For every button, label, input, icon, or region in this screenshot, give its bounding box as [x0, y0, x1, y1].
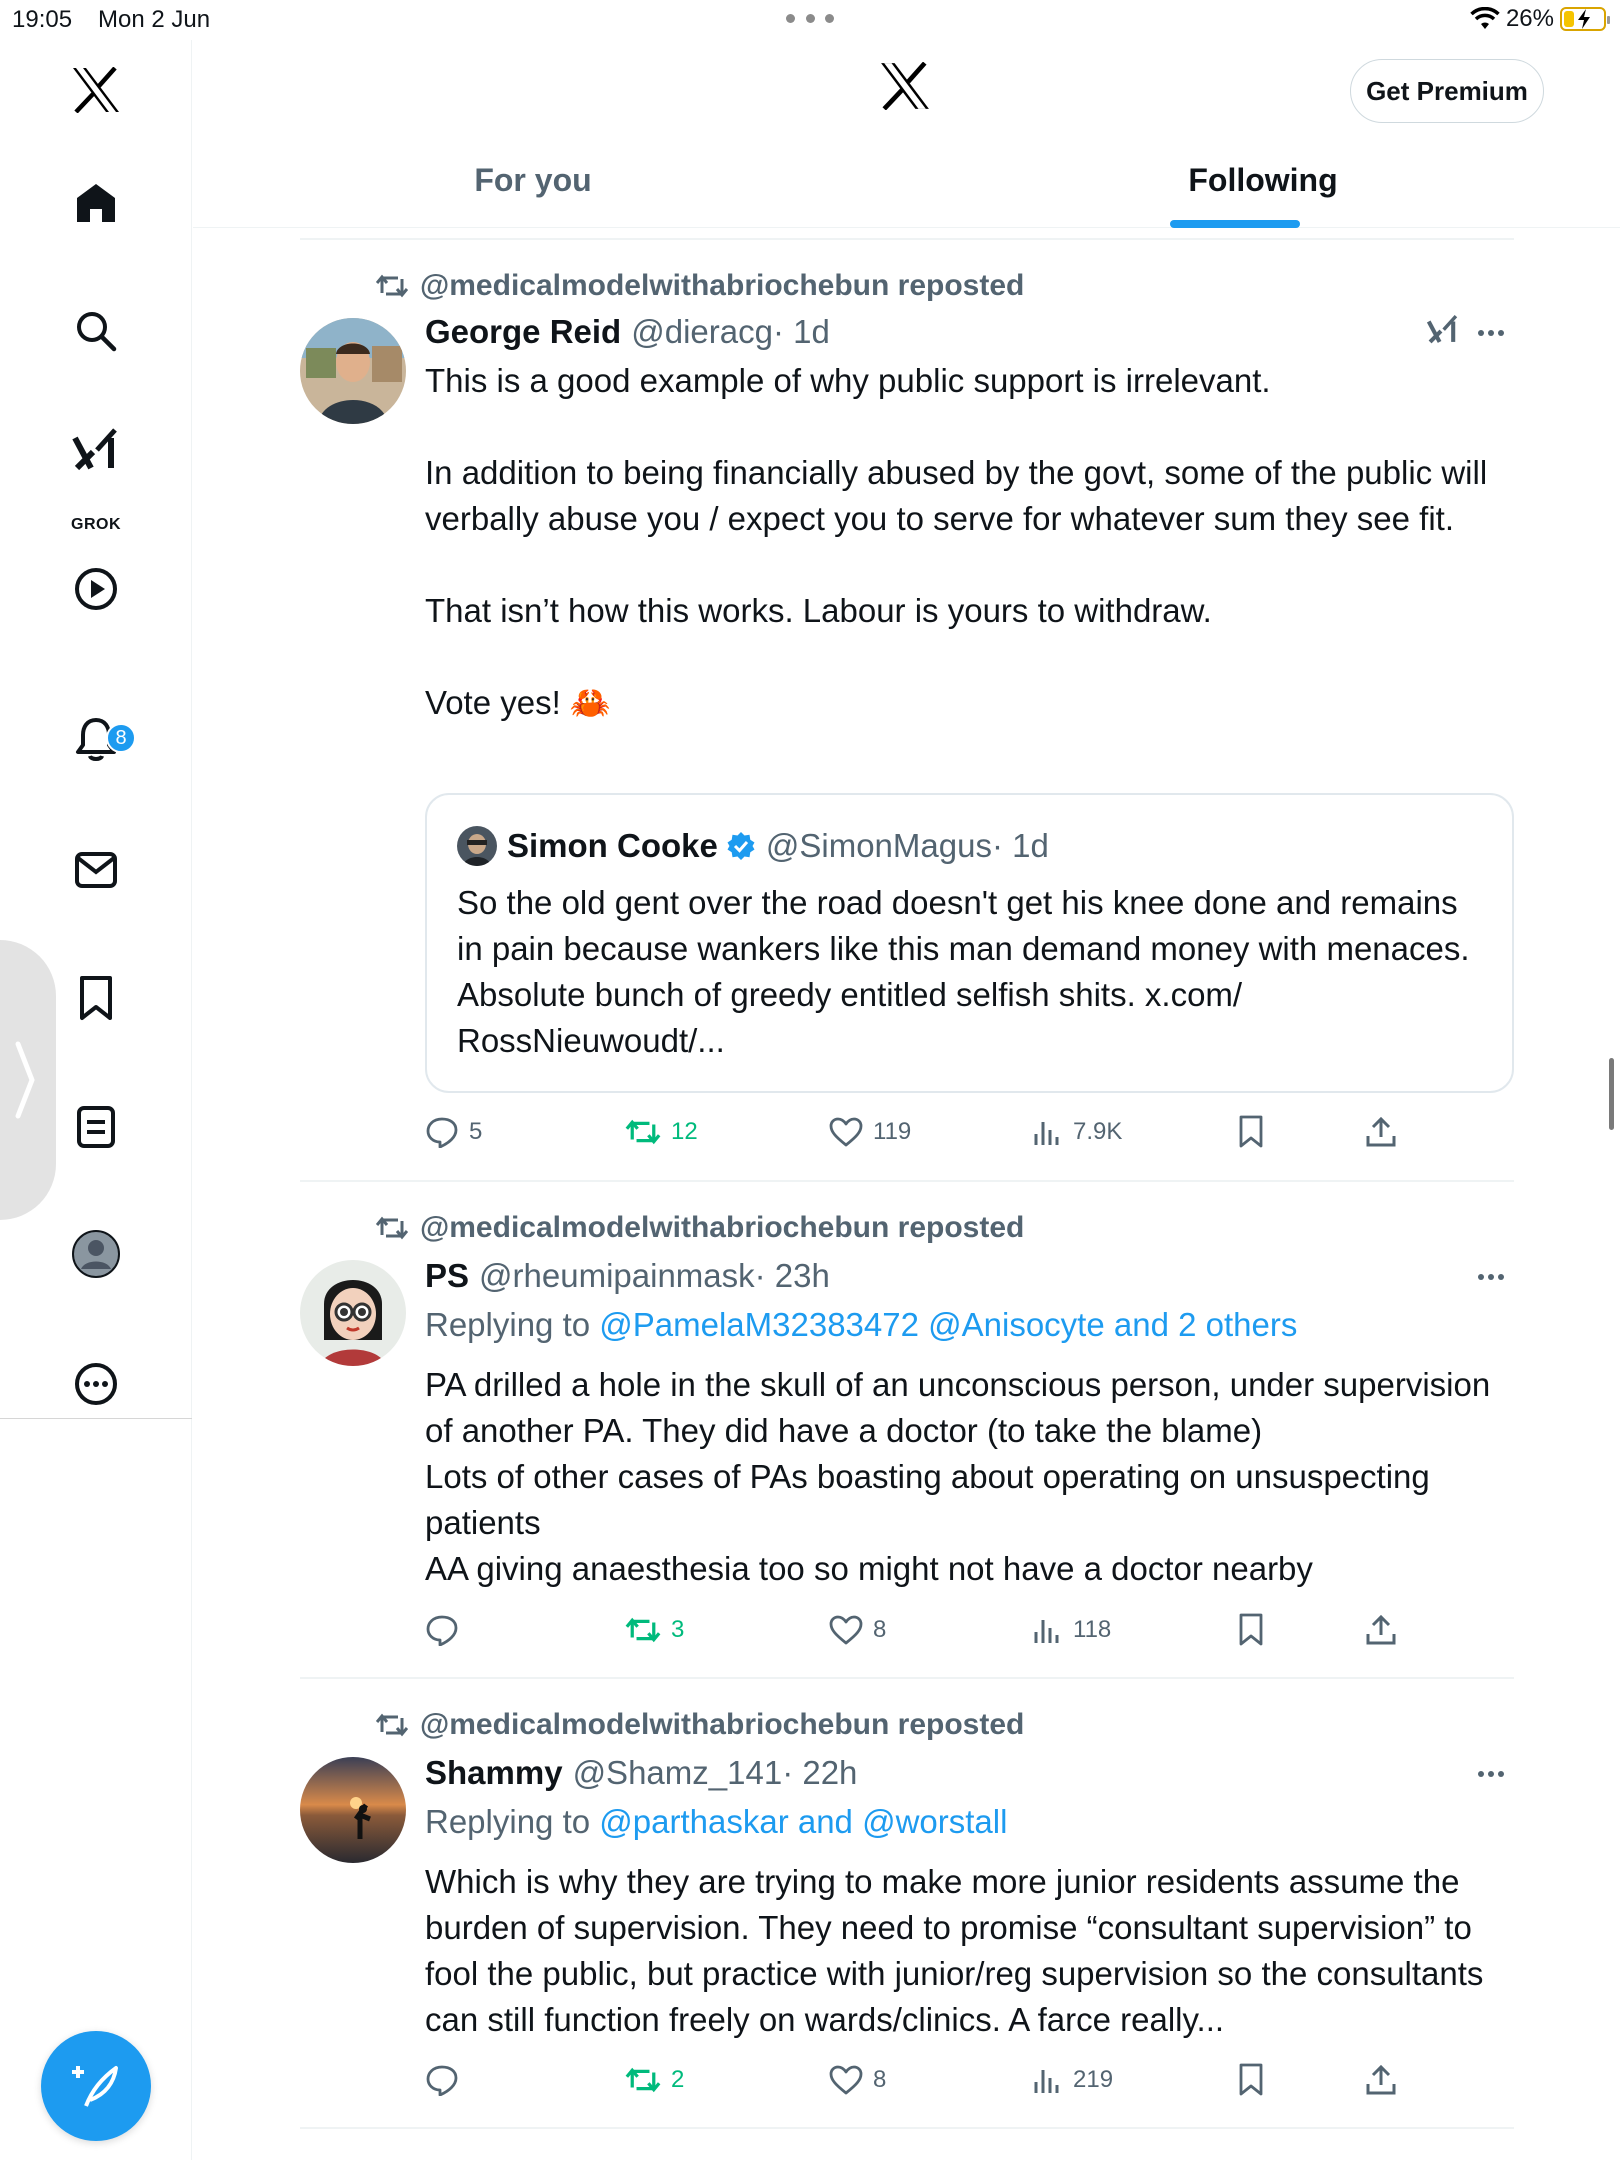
profile-icon[interactable]: [69, 1227, 123, 1281]
repost-indicator: [376, 1707, 1024, 1743]
home-icon[interactable]: [69, 176, 123, 230]
share-icon: [1365, 1614, 1397, 1646]
repost-count: 3: [671, 1616, 685, 1643]
avatar-shammy: [300, 1757, 406, 1863]
avatar-simon-cooke: [457, 826, 497, 866]
more-icon[interactable]: [69, 1357, 123, 1411]
replying-to-link[interactable]: @parthaskar and @worstall: [599, 1803, 1008, 1840]
verified-badge-icon: [726, 831, 756, 861]
heart-icon: [829, 1117, 863, 1147]
repost-icon: [376, 1712, 408, 1738]
lists-icon[interactable]: [69, 1100, 123, 1154]
x-logo[interactable]: [69, 63, 123, 117]
like-button[interactable]: [829, 2060, 886, 2100]
reply-button[interactable]: [425, 2060, 469, 2100]
bookmark-button[interactable]: [1237, 2060, 1265, 2100]
status-time: 19:05: [12, 6, 73, 33]
replying-to-link[interactable]: @PamelaM32383472 @Anisocyte and 2 others: [599, 1306, 1298, 1343]
grok-explain-button[interactable]: [1426, 312, 1460, 346]
x-logo-icon: [879, 62, 931, 110]
battery-icon: [1560, 7, 1606, 31]
avatar-ps: [300, 1260, 406, 1366]
post-time[interactable]: · 1d: [772, 313, 830, 350]
x-logo-icon: [71, 67, 121, 113]
post-actions: [425, 1610, 1425, 1650]
like-button[interactable]: [829, 1112, 911, 1152]
tab-following[interactable]: Following: [1188, 162, 1338, 198]
share-icon: [1365, 1116, 1397, 1148]
scrollbar[interactable]: [1609, 1058, 1614, 1130]
post-time[interactable]: · 23h: [754, 1257, 830, 1294]
views-icon: [1033, 1118, 1063, 1146]
view-count: 118: [1073, 1616, 1112, 1643]
battery-percent: 26%: [1505, 5, 1554, 32]
reply-button[interactable]: [425, 1112, 482, 1152]
share-icon: [1365, 2064, 1397, 2096]
post-text: This is a good example of why public support is irrelevant. In addition to being financially abused by the govt, some of the public will verbally abuse you / expect you to serve for whatever sum they see fit. That isn’t how this works. Labour is yours to withdraw. Vote yes! 🦀: [425, 362, 1488, 721]
post-more-icon[interactable]: [1478, 330, 1504, 336]
heart-icon: [829, 2065, 863, 2095]
repost-icon: [625, 1616, 661, 1644]
views-icon: [1033, 2066, 1063, 2094]
sidebar-divider: [0, 1418, 192, 1419]
tab-for-you[interactable]: For you: [474, 162, 592, 198]
compose-icon: [70, 2060, 122, 2112]
avatar[interactable]: [300, 1260, 406, 1366]
repost-icon: [376, 273, 408, 299]
repost-count: 12: [671, 1118, 698, 1145]
author-name[interactable]: George Reid: [425, 313, 622, 350]
repost-label[interactable]: @medicalmodelwithabriochebun reposted: [420, 269, 1025, 302]
quoted-post-text: So the old gent over the road doesn't get his knee done and remains in pain because wankers like this man demand money with menaces. Absolute bunch of greedy entitled selfish shits. x.com/ RossNieuwoudt/...: [457, 884, 1470, 1059]
repost-indicator: [376, 1210, 1024, 1246]
repost-button[interactable]: [625, 2060, 684, 2100]
avatar[interactable]: [300, 1757, 406, 1863]
messages-icon[interactable]: [69, 843, 123, 897]
bookmark-button[interactable]: [1237, 1112, 1265, 1152]
chevron-right-icon: [14, 1040, 36, 1120]
author-handle[interactable]: @Shamz_141: [572, 1754, 783, 1791]
post-actions: [425, 2060, 1425, 2100]
quoted-post-time[interactable]: · 1d: [991, 827, 1049, 864]
repost-icon: [625, 2066, 661, 2094]
status-date: Mon 2 Jun: [98, 6, 211, 33]
post-actions: [425, 1112, 1425, 1152]
view-count: 219: [1073, 2066, 1114, 2093]
views-icon: [1033, 1616, 1063, 1644]
quoted-author-handle[interactable]: @SimonMagus: [765, 827, 992, 864]
reply-count: 5: [469, 1118, 483, 1145]
bookmarks-icon[interactable]: [69, 971, 123, 1025]
views-button[interactable]: [1033, 1610, 1111, 1650]
views-button[interactable]: [1033, 1112, 1122, 1152]
repost-label[interactable]: @medicalmodelwithabriochebun reposted: [420, 1211, 1025, 1244]
repost-label[interactable]: @medicalmodelwithabriochebun reposted: [420, 1708, 1025, 1741]
notification-count-badge: 8: [106, 723, 136, 753]
share-button[interactable]: [1365, 1112, 1397, 1152]
reply-icon: [425, 2064, 459, 2096]
repost-icon: [625, 1118, 661, 1146]
replying-prefix: Replying to: [425, 1306, 600, 1343]
sidebar-edge-handle[interactable]: [0, 940, 56, 1220]
author-handle[interactable]: @dieracg: [631, 313, 773, 350]
replying-to: [425, 1803, 1007, 1841]
x-logo-header[interactable]: [879, 62, 931, 110]
post-more-icon[interactable]: [1478, 1274, 1504, 1280]
repost-icon: [376, 1215, 408, 1241]
compose-post-button[interactable]: [41, 2031, 151, 2141]
bookmark-icon: [1237, 1115, 1265, 1149]
heart-icon: [829, 1615, 863, 1645]
repost-count: 2: [671, 2066, 685, 2093]
multitasking-dots-icon[interactable]: [786, 14, 834, 24]
repost-button[interactable]: [625, 1610, 684, 1650]
share-button[interactable]: [1365, 1610, 1397, 1650]
post-more-icon[interactable]: [1478, 1771, 1504, 1777]
avatar[interactable]: [457, 826, 497, 866]
replying-prefix: Replying to: [425, 1803, 600, 1840]
grok-icon: [1426, 312, 1460, 346]
get-premium-button[interactable]: Get Premium: [1350, 59, 1544, 123]
reply-button[interactable]: [425, 1610, 469, 1650]
status-bar: [0, 0, 1620, 40]
view-count: 7.9K: [1073, 1118, 1123, 1145]
author-name[interactable]: Shammy: [425, 1754, 563, 1791]
video-icon[interactable]: [69, 562, 123, 616]
bookmark-icon: [1237, 1613, 1265, 1647]
like-button[interactable]: [829, 1610, 886, 1650]
active-tab-indicator: [1170, 220, 1300, 228]
bookmark-button[interactable]: [1237, 1610, 1265, 1650]
replying-to: [425, 1306, 1297, 1344]
like-count: 8: [873, 2066, 887, 2093]
bookmark-icon: [1237, 2063, 1265, 2097]
post-time[interactable]: · 22h: [782, 1754, 858, 1791]
reply-icon: [425, 1116, 459, 1148]
repost-indicator: [376, 268, 1024, 304]
timeline-header: [193, 40, 1620, 228]
post-separator: [300, 238, 1514, 240]
author-handle[interactable]: @rheumipainmask: [479, 1257, 755, 1294]
like-count: 8: [873, 1616, 887, 1643]
post-separator: [300, 1180, 1514, 1182]
repost-button[interactable]: [625, 1112, 698, 1152]
post-separator: [300, 2127, 1514, 2129]
grok-icon[interactable]: [69, 422, 123, 476]
post-separator: [300, 1677, 1514, 1679]
wifi-icon: [1470, 7, 1500, 31]
like-count: 119: [873, 1118, 912, 1145]
share-button[interactable]: [1365, 2060, 1397, 2100]
views-button[interactable]: [1033, 2060, 1113, 2100]
post-text: Which is why they are trying to make more junior residents assume the burden of supervision. They need to promise “consultant supervision” to fool the public, but practice with junior/reg supervision so the consultants can still function freely on wards/clinics. A farce really...: [425, 1863, 1493, 2038]
search-icon[interactable]: [69, 304, 123, 358]
avatar-george-reid: [300, 318, 406, 424]
quoted-author-name[interactable]: Simon Cooke: [507, 827, 718, 864]
quoted-post[interactable]: [425, 793, 1514, 1093]
avatar[interactable]: [300, 318, 406, 424]
post-text: PA drilled a hole in the skull of an unconscious person, under supervision of another PA. They did have a doctor (to take the blame) Lots of other cases of PAs boasting about operating on unsuspecting patients AA giving anaesthesia too so might not have a doctor nearby: [425, 1366, 1491, 1587]
grok-label: GROK: [71, 516, 121, 533]
reply-icon: [425, 1614, 459, 1646]
author-name[interactable]: PS: [425, 1257, 470, 1294]
